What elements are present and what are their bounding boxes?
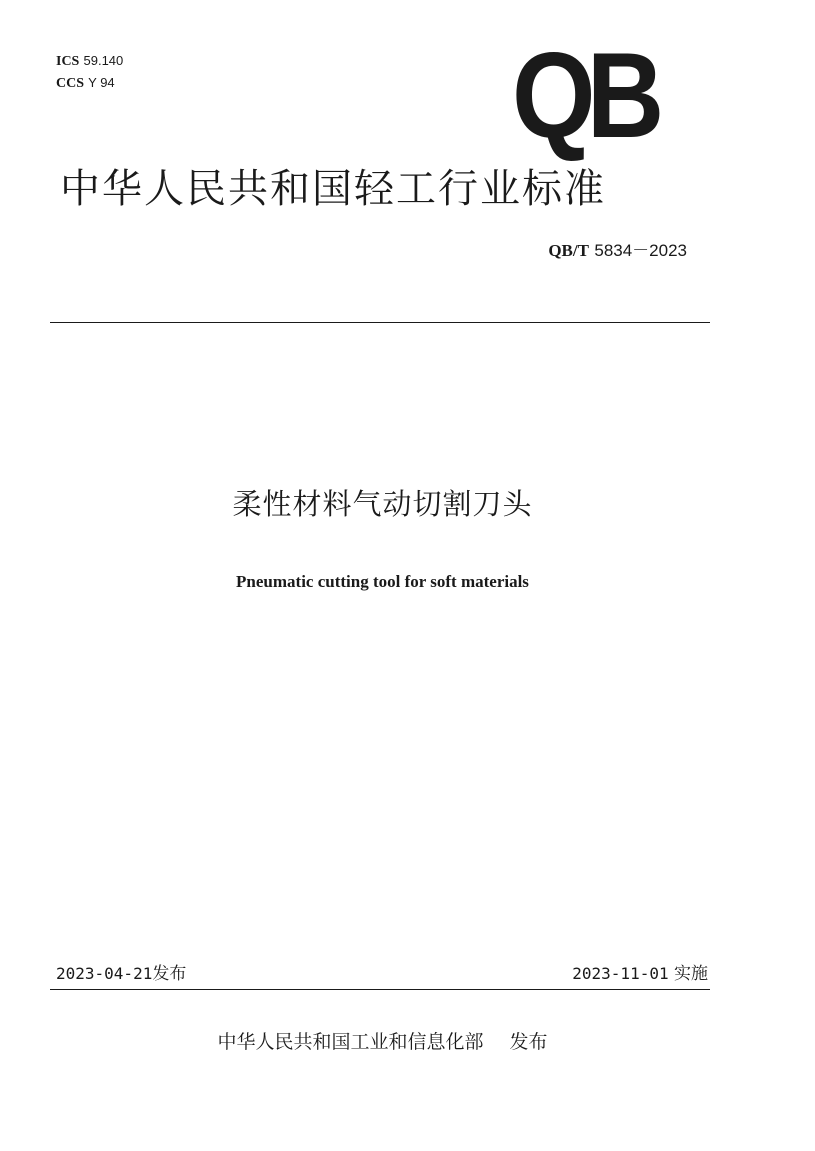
issuing-authority <box>0 1028 765 1056</box>
bottom-divider <box>50 989 710 990</box>
standard-code-prefix: QB/T <box>548 241 589 260</box>
standard-code-number: 5834－2023 <box>594 241 687 260</box>
document-title-english: Pneumatic cutting tool for soft materials <box>236 572 529 591</box>
issuer-action: 发布 <box>509 1031 548 1053</box>
standard-code <box>548 236 687 261</box>
issue-date-block <box>56 962 186 986</box>
effective-label: 实施 <box>674 964 708 984</box>
ccs-value: Y 94 <box>88 75 115 90</box>
ccs-code <box>56 72 123 94</box>
standard-category-title: 中华人民共和国轻工行业标准 <box>60 166 606 212</box>
top-divider <box>50 322 710 323</box>
effective-date-block <box>572 962 708 986</box>
ics-label: ICS <box>56 54 80 69</box>
issue-date: 2023-04-21 <box>56 964 153 983</box>
qb-logo: QB <box>512 27 656 163</box>
ics-value: 59.140 <box>83 53 124 68</box>
ics-code <box>56 50 123 72</box>
issuer-name: 中华人民共和国工业和信息化部 <box>217 1031 484 1053</box>
classification-codes <box>56 50 123 94</box>
ccs-label: CCS <box>56 76 85 91</box>
issue-label: 发布 <box>152 964 187 984</box>
effective-date: 2023-11-01 <box>572 964 669 983</box>
document-title-chinese: 柔性材料气动切割刀头 <box>232 487 533 521</box>
